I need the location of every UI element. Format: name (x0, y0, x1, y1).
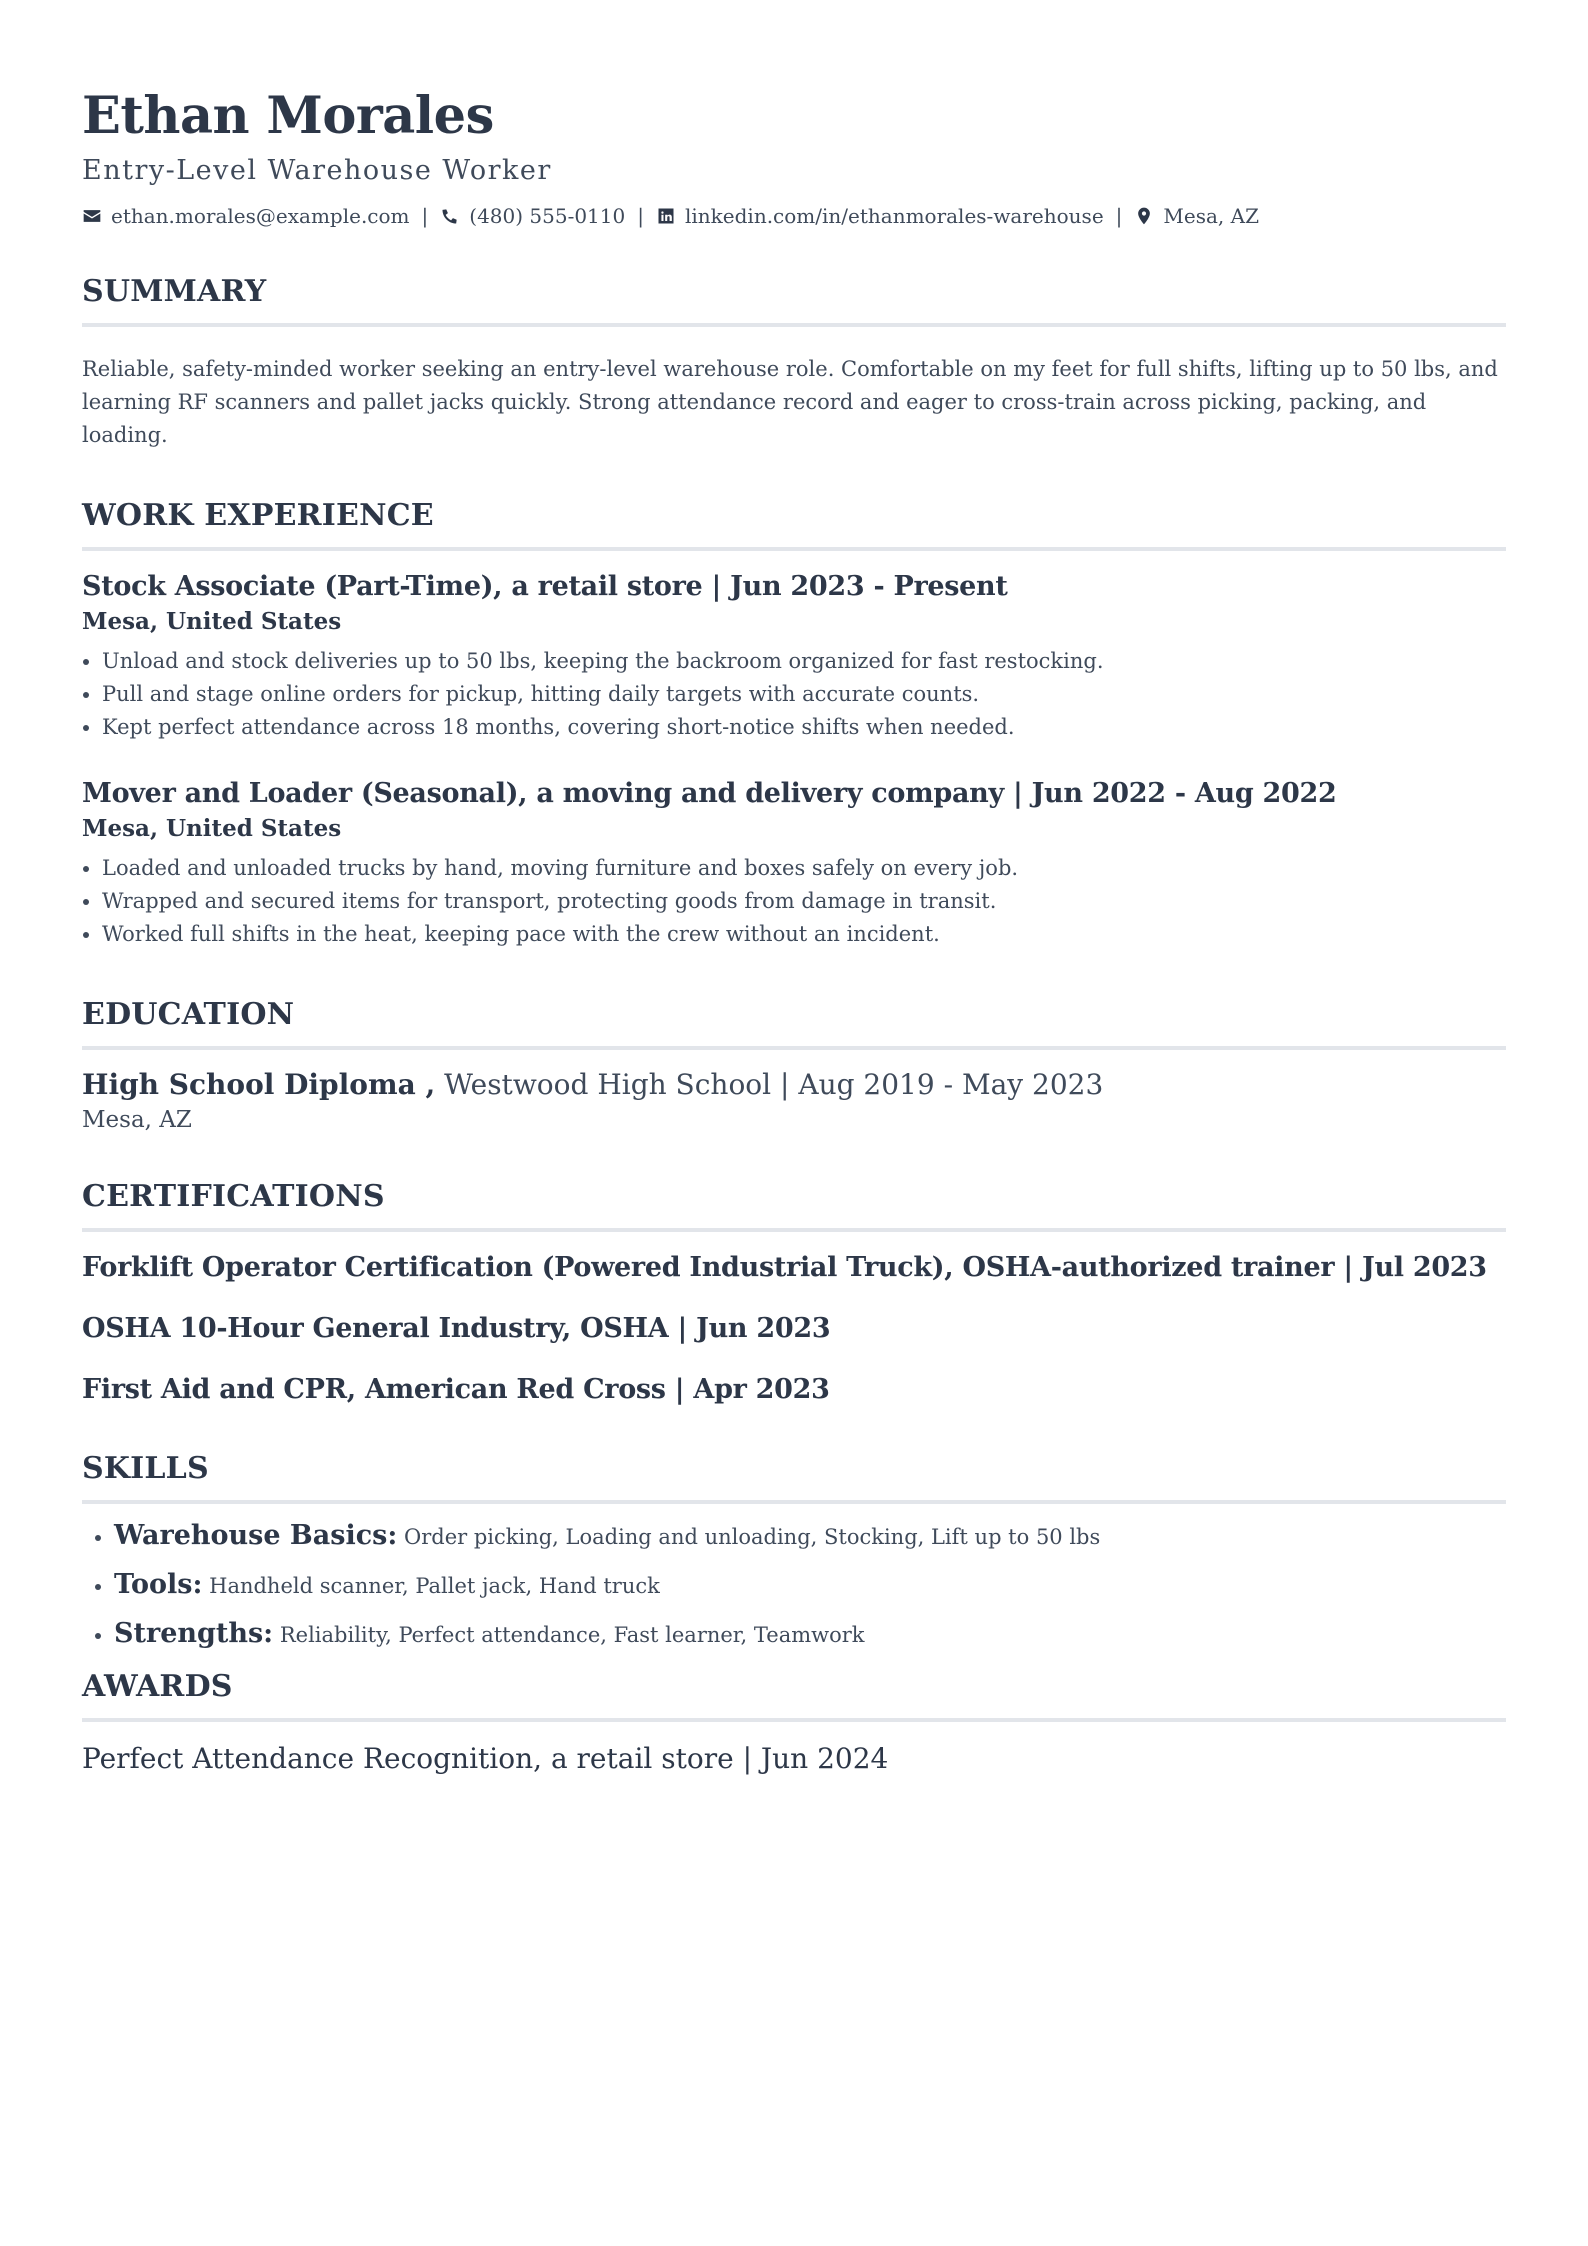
job-bullets (82, 852, 1506, 951)
list-item: • Unload and stock deliveries up to 50 lbs, keeping the backroom organized for fast restocking. (102, 645, 1506, 678)
section-heading: AWARDS (82, 1669, 1506, 1722)
section-heading: SUMMARY (82, 274, 1506, 327)
contact-separator: | (1115, 204, 1123, 229)
list-item: • Worked full shifts in the heat, keeping pace with the crew without an incident. (102, 918, 1506, 951)
linkedin-icon (656, 206, 676, 226)
linkedin-text: linkedin.com/in/ethanmorales-warehouse (684, 204, 1104, 229)
phone-text: (480) 555-0110 (469, 204, 626, 229)
skill-label: Warehouse Basics: (114, 1520, 398, 1552)
certification-item: OSHA 10-Hour General Industry, OSHA | Jun 2023 (82, 1313, 831, 1345)
skill-value: Handheld scanner, Pallet jack, Hand truck (209, 1574, 660, 1599)
contact-email[interactable] (82, 204, 410, 228)
contact-phone[interactable] (440, 204, 625, 228)
envelope-icon (82, 206, 102, 226)
skill-item (114, 1520, 1506, 1551)
section-heading: CERTIFICATIONS (82, 1179, 1506, 1232)
contact-bar (82, 204, 1506, 228)
certification-item: First Aid and CPR, American Red Cross | Apr 2023 (82, 1374, 830, 1406)
job-entry (82, 571, 1506, 744)
award-item: Perfect Attendance Recognition, a retail store | Jun 2024 (82, 1742, 889, 1776)
education-location: Mesa, AZ (82, 1107, 192, 1134)
skill-value: Reliability, Perfect attendance, Fast learner, Teamwork (279, 1623, 865, 1648)
phone-icon (440, 206, 460, 226)
contact-linkedin[interactable] (656, 204, 1104, 228)
section-heading: EDUCATION (82, 997, 1506, 1050)
summary-text: Reliable, safety-minded worker seeking an entry-level warehouse role. Comfortable on my feet for full shifts, lifting up to 50 lbs, and learning RF scanners and pallet jacks quickly. Strong attendance record and eager to cross-train across picking, packing, and loading. (82, 357, 1498, 448)
skills-list (82, 1520, 1506, 1649)
skill-value: Order picking, Loading and unloading, Stocking, Lift up to 50 lbs (404, 1525, 1101, 1550)
job-location: Mesa, United States (82, 815, 342, 843)
skill-label: Strengths: (114, 1618, 274, 1650)
location-text: Mesa, AZ (1163, 204, 1259, 229)
summary-section (82, 274, 1506, 452)
certifications-section (82, 1179, 1506, 1405)
candidate-name: Ethan Morales (82, 86, 494, 146)
section-heading: WORK EXPERIENCE (82, 498, 1506, 551)
contact-separator: | (421, 204, 429, 229)
school-dates: Westwood High School | Aug 2019 - May 2023 (444, 1068, 1104, 1102)
skills-section (82, 1451, 1506, 1649)
skill-item (114, 1618, 1506, 1649)
education-entry (82, 1068, 1506, 1133)
list-item: • Wrapped and secured items for transport, protecting goods from damage in transit. (102, 885, 1506, 918)
degree: High School Diploma , (82, 1068, 436, 1102)
job-title: Stock Associate (Part-Time), a retail store | Jun 2023 - Present (82, 571, 1008, 603)
awards-section (82, 1669, 1506, 1775)
candidate-title: Entry-Level Warehouse Worker (82, 155, 552, 187)
section-heading: SKILLS (82, 1451, 1506, 1504)
contact-location (1134, 204, 1259, 228)
job-location: Mesa, United States (82, 608, 342, 636)
list-item: • Pull and stage online orders for pickup, hitting daily targets with accurate counts. (102, 678, 1506, 711)
job-title: Mover and Loader (Seasonal), a moving and delivery company | Jun 2022 - Aug 2022 (82, 778, 1337, 810)
list-item: • Loaded and unloaded trucks by hand, moving furniture and boxes safely on every job. (102, 852, 1506, 885)
education-line (82, 1068, 1506, 1101)
skill-item (114, 1569, 1506, 1600)
contact-separator: | (637, 204, 644, 229)
certification-item: Forklift Operator Certification (Powered Industrial Truck), OSHA-authorized trainer | Jul 2023 (82, 1252, 1487, 1284)
skill-label: Tools: (114, 1569, 203, 1601)
job-entry (82, 778, 1506, 951)
list-item: • Kept perfect attendance across 18 months, covering short-notice shifts when needed. (102, 711, 1506, 744)
education-section (82, 997, 1506, 1133)
experience-section (82, 498, 1506, 951)
email-text: ethan.morales@example.com (111, 204, 410, 229)
map-pin-icon (1134, 206, 1154, 226)
job-bullets (82, 645, 1506, 744)
